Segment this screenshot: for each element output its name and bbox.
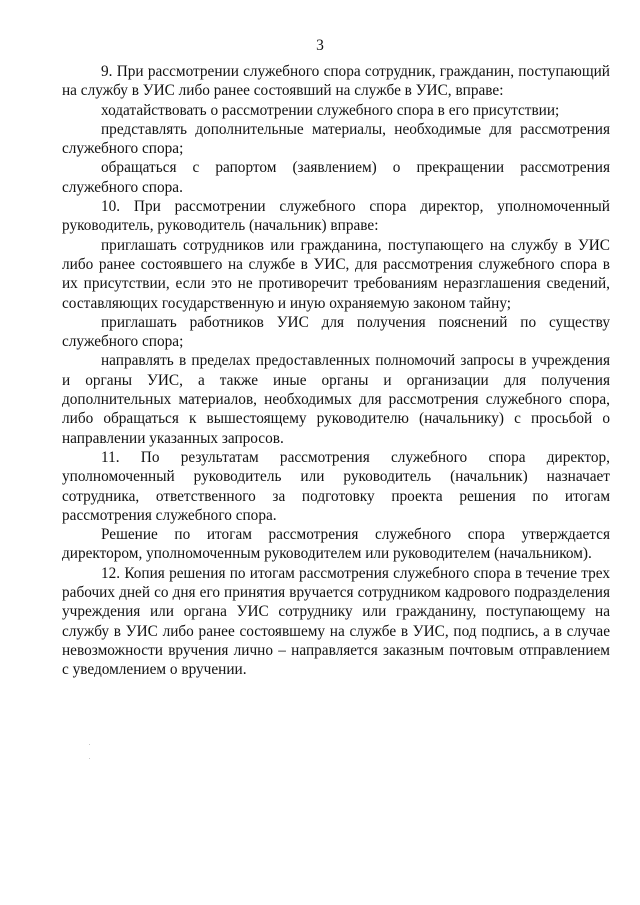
paragraph-9-intro: 9. При рассмотрении служебного спора сотрудник, гражданин, поступающий на службу в УИС либо ранее состоявший на службе в УИС, вправе: [62, 63, 610, 100]
document-body [62, 62, 610, 680]
paragraph-10-item-1: приглашать сотрудников или гражданина, поступающего на службу в УИС либо ранее состоявшего на службе в УИС, для рассмотрения служебного спора в их присутствии, если это не противоречит требованиям неразглашения сведений, составляющих государственную и иную охраняемую законом тайну; [62, 236, 610, 312]
paragraph-11-decision: Решение по итогам рассмотрения служебного спора утверждается директором, уполномоченным руководителем или руководителем (начальником). [62, 526, 610, 563]
scan-speck [89, 744, 90, 745]
paragraph-12: 12. Копия решения по итогам рассмотрения служебного спора в течение трех рабочих дней со дня его принятия вручается сотрудником кадрового подразделения учреждения или органа УИС сотруднику или гражданину, поступающему на службу в УИС либо ранее состоявшему на службе в УИС, под подпись, а в случае невозможности вручения лично – направляется заказным почтовым отправлением с уведомлением о вручении. [62, 564, 610, 679]
page-number: 3 [316, 37, 324, 54]
paragraph-10-item-2: приглашать работников УИС для получения пояснений по существу служебного спора; [62, 313, 610, 351]
paragraph-9-item-1: ходатайствовать о рассмотрении служебного спора в его присутствии; [101, 101, 560, 119]
paragraph-11: 11. По результатам рассмотрения служебного спора директор, уполномоченный руководитель или руководитель (начальник) назначает сотрудника, ответственного за подготовку проекта решения по итогам рассмотрения служебного спора. [62, 448, 610, 524]
paragraph-9-item-2: представлять дополнительные материалы, необходимые для рассмотрения служебного спора; [62, 120, 610, 158]
paragraph-10-item-3: направлять в пределах предоставленных полномочий запросы в учреждения и органы УИС, а также иные органы и организации для получения дополнительных материалов, необходимых для рассмотрения служебного спора, либо обращаться к вышестоящему руководителю (начальнику) с просьбой о направлении указанных запросов. [62, 352, 610, 447]
scan-speck [89, 758, 90, 759]
paragraph-9-item-3: обращаться с рапортом (заявлением) о прекращении рассмотрения служебного спора. [62, 159, 610, 196]
paragraph-10-intro: 10. При рассмотрении служебного спора директор, уполномоченный руководитель, руководитель (начальник) вправе: [62, 198, 610, 235]
